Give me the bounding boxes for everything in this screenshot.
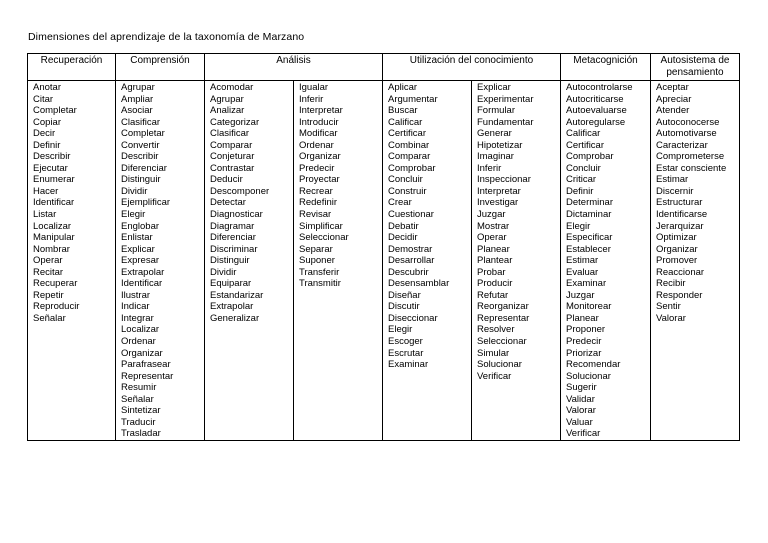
verb-item: Examinar [566, 278, 607, 290]
verb-item: Autoconocerse [656, 116, 720, 128]
column-autosistema [651, 81, 740, 441]
verb-item: Predecir [299, 162, 335, 174]
verb-item: Priorizar [566, 347, 602, 359]
verb-item: Valorar [656, 312, 686, 324]
verb-item: Dividir [121, 185, 148, 197]
verb-item: Valuar [566, 416, 593, 428]
verb-item: Proponer [566, 324, 606, 336]
verb-item: Demostrar [388, 243, 433, 255]
verb-item: Resolver [477, 324, 515, 336]
verb-item: Escrutar [388, 347, 424, 359]
verb-item: Producir [477, 278, 513, 290]
verb-item: Enlistar [121, 232, 153, 244]
verb-item: Redefinir [299, 197, 338, 209]
verb-item: Descubrir [388, 266, 429, 278]
verb-item: Distinguir [121, 174, 161, 186]
verb-item: Analizar [210, 105, 245, 117]
verb-item: Operar [33, 255, 63, 267]
verb-item: Caracterizar [656, 139, 708, 151]
verb-item: Estructurar [656, 197, 703, 209]
verb-item: Elegir [121, 209, 146, 221]
verb-item: Monitorear [566, 301, 612, 313]
verb-item: Transmitir [299, 278, 341, 290]
verb-item: Verificar [477, 370, 512, 382]
header-recuperacion: Recuperación [28, 54, 116, 81]
verb-item: Decidir [388, 232, 418, 244]
verb-item: Jerarquizar [656, 220, 704, 232]
verb-item: Combinar [388, 139, 430, 151]
verb-item: Integrar [121, 312, 154, 324]
verb-item: Recitar [33, 266, 64, 278]
verb-item: Diseñar [388, 289, 421, 301]
verb-item: Estar consciente [656, 162, 727, 174]
verb-item: Señalar [121, 393, 154, 405]
verbs-row [28, 81, 740, 441]
verb-item: Detectar [210, 197, 246, 209]
verb-item: Interpretar [477, 185, 521, 197]
column-comprension [116, 81, 205, 441]
verb-item: Anotar [33, 82, 61, 93]
header-row [28, 54, 740, 81]
verb-item: Inferir [477, 162, 502, 174]
header-utilizacion: Utilización del conocimiento [383, 54, 561, 81]
verb-item: Valorar [566, 405, 596, 417]
verb-item: Descomponer [210, 185, 270, 197]
verb-item: Debatir [388, 220, 419, 232]
verb-item: Optimizar [656, 232, 697, 244]
verb-item: Probar [477, 266, 506, 278]
verb-item: Englobar [121, 220, 160, 232]
verb-item: Solucionar [566, 370, 611, 382]
verb-item: Especificar [566, 232, 613, 244]
verb-item: Reproducir [33, 301, 80, 313]
verb-item: Equiparar [210, 278, 252, 290]
verb-item: Organizar [299, 151, 341, 163]
verb-item: Acomodar [210, 82, 254, 93]
verb-item: Representar [477, 312, 530, 324]
verb-item: Comprobar [566, 151, 614, 163]
verb-item: Generar [477, 128, 512, 140]
verb-item: Clasificar [210, 128, 250, 140]
verb-item: Estandarizar [210, 289, 264, 301]
verb-item: Responder [656, 289, 703, 301]
column-utilizacion-2 [472, 81, 561, 441]
verb-item: Ampliar [121, 93, 154, 105]
column-recuperacion [28, 81, 116, 441]
verb-item: Definir [33, 139, 61, 151]
verb-item: Introducir [299, 116, 339, 128]
verb-item: Promover [656, 255, 698, 267]
verb-item: Expresar [121, 255, 160, 267]
verb-item: Distinguir [210, 255, 250, 267]
verb-item: Citar [33, 93, 54, 105]
verb-item: Diagnosticar [210, 209, 263, 221]
verb-item: Modificar [299, 128, 338, 140]
verb-item: Cuestionar [388, 209, 434, 221]
verb-item: Experimentar [477, 93, 534, 105]
verb-item: Concluir [388, 174, 423, 186]
verb-item: Reorganizar [477, 301, 529, 313]
verb-item: Autoevaluarse [566, 105, 627, 117]
verb-item: Ordenar [299, 139, 334, 151]
verb-item: Repetir [33, 289, 64, 301]
verb-item: Recuperar [33, 278, 78, 290]
verb-item: Dictaminar [566, 209, 612, 221]
verb-item: Construir [388, 185, 427, 197]
document-title: Dimensiones del aprendizaje de la taxonomía de Marzano [28, 31, 305, 43]
verb-item: Imaginar [477, 151, 514, 163]
verb-item: Decir [33, 128, 56, 140]
verb-item: Sintetizar [121, 405, 161, 417]
verb-item: Comparar [388, 151, 431, 163]
verb-item: Enumerar [33, 174, 75, 186]
verb-item: Igualar [299, 82, 329, 93]
verb-item: Organizar [656, 243, 698, 255]
verb-item: Discriminar [210, 243, 258, 255]
verb-item: Generalizar [210, 312, 260, 324]
verb-item: Localizar [33, 220, 72, 232]
verb-item: Hipotetizar [477, 139, 523, 151]
verb-item: Discutir [388, 301, 420, 313]
verb-item: Comprometerse [656, 151, 725, 163]
verb-item: Investigar [477, 197, 519, 209]
verb-item: Resumir [121, 382, 157, 394]
verb-item: Copiar [33, 116, 61, 128]
verb-item: Explicar [121, 243, 155, 255]
verb-item: Completar [121, 128, 165, 140]
verb-item: Definir [566, 185, 594, 197]
column-metacognicion [561, 81, 651, 441]
verb-item: Identificar [33, 197, 75, 209]
column-analisis-1 [205, 81, 294, 441]
verb-item: Atender [656, 105, 690, 117]
verb-item: Deducir [210, 174, 243, 186]
verb-item: Explicar [477, 82, 511, 93]
verb-item: Contrastar [210, 162, 255, 174]
verb-item: Representar [121, 370, 174, 382]
verb-item: Suponer [299, 255, 335, 267]
verb-item: Ejecutar [33, 162, 68, 174]
verb-item: Desarrollar [388, 255, 435, 267]
verb-item: Refutar [477, 289, 509, 301]
verb-item: Listar [33, 209, 57, 221]
verb-item: Agrupar [210, 93, 244, 105]
verb-item: Establecer [566, 243, 611, 255]
verb-item: Buscar [388, 105, 418, 117]
verb-item: Calificar [388, 116, 423, 128]
verb-item: Dividir [210, 266, 237, 278]
verb-item: Interpretar [299, 105, 343, 117]
verb-item: Inferir [299, 93, 324, 105]
verb-item: Identificar [121, 278, 163, 290]
verb-item: Argumentar [388, 93, 438, 105]
taxonomy-table [27, 53, 740, 441]
verb-item: Transferir [299, 266, 340, 278]
header-autosistema: Autosistema de pensamiento [651, 54, 740, 81]
verb-item: Recibir [656, 278, 686, 290]
verb-item: Describir [121, 151, 159, 163]
verb-item: Extrapolar [121, 266, 165, 278]
verb-item: Escoger [388, 336, 423, 348]
verb-item: Nombrar [33, 243, 70, 255]
verb-item: Ordenar [121, 336, 156, 348]
verb-item: Revisar [299, 209, 332, 221]
verb-item: Reaccionar [656, 266, 705, 278]
verb-item: Organizar [121, 347, 163, 359]
verb-item: Aceptar [656, 82, 689, 93]
verb-item: Formular [477, 105, 516, 117]
verb-item: Calificar [566, 128, 601, 140]
verb-item: Convertir [121, 139, 160, 151]
verb-item: Comparar [210, 139, 253, 151]
verb-item: Recomendar [566, 359, 621, 371]
verb-item: Separar [299, 243, 333, 255]
verb-item: Automotivarse [656, 128, 717, 140]
verb-item: Localizar [121, 324, 160, 336]
verb-item: Determinar [566, 197, 613, 209]
verb-item: Estimar [566, 255, 599, 267]
verb-item: Aplicar [388, 82, 418, 93]
verb-item: Elegir [566, 220, 591, 232]
verb-item: Certificar [566, 139, 605, 151]
verb-item: Sentir [656, 301, 681, 313]
verb-item: Evaluar [566, 266, 599, 278]
verb-item: Elegir [388, 324, 413, 336]
verb-item: Categorizar [210, 116, 260, 128]
verb-item: Conjeturar [210, 151, 255, 163]
verb-item: Fundamentar [477, 116, 534, 128]
verb-item: Indicar [121, 301, 150, 313]
column-utilizacion-1 [383, 81, 472, 441]
verb-item: Solucionar [477, 359, 522, 371]
verb-item: Desensamblar [388, 278, 450, 290]
verb-item: Crear [388, 197, 412, 209]
verb-item: Planear [566, 312, 599, 324]
verb-item: Certificar [388, 128, 427, 140]
verb-item: Señalar [33, 312, 66, 324]
verb-item: Diagramar [210, 220, 255, 232]
verb-item: Mostrar [477, 220, 510, 232]
verb-item: Asociar [121, 105, 153, 117]
header-metacognicion: Metacognición [561, 54, 651, 81]
verb-item: Apreciar [656, 93, 692, 105]
verb-item: Autocriticarse [566, 93, 624, 105]
header-analisis: Análisis [205, 54, 383, 81]
verb-item: Clasificar [121, 116, 161, 128]
verb-item: Planear [477, 243, 510, 255]
verb-item: Traducir [121, 416, 156, 428]
verb-item: Hacer [33, 185, 59, 197]
verb-item: Parafrasear [121, 359, 171, 371]
verb-item: Juzgar [477, 209, 506, 221]
verb-item: Simplificar [299, 220, 343, 232]
verb-item: Simular [477, 347, 510, 359]
verb-item: Examinar [388, 359, 429, 371]
verb-item: Inspeccionar [477, 174, 531, 186]
verb-item: Sugerir [566, 382, 597, 394]
verb-item: Agrupar [121, 82, 155, 93]
verb-item: Concluir [566, 162, 601, 174]
verb-item: Operar [477, 232, 507, 244]
verb-item: Diferenciar [210, 232, 256, 244]
verb-item: Criticar [566, 174, 597, 186]
verb-item: Diseccionar [388, 312, 438, 324]
verb-item: Completar [33, 105, 77, 117]
verb-item: Autoregularse [566, 116, 626, 128]
verb-item: Plantear [477, 255, 513, 267]
verb-item: Ejemplificar [121, 197, 171, 209]
verb-item: Diferenciar [121, 162, 167, 174]
verb-item: Proyectar [299, 174, 340, 186]
verb-item: Seleccionar [299, 232, 349, 244]
verb-item: Describir [33, 151, 71, 163]
verb-item: Autocontrolarse [566, 82, 633, 93]
verb-item: Extrapolar [210, 301, 254, 313]
verb-item: Identificarse [656, 209, 708, 221]
verb-item: Comprobar [388, 162, 436, 174]
verb-item: Trasladar [121, 428, 161, 440]
verb-item: Validar [566, 393, 595, 405]
column-analisis-2 [294, 81, 383, 441]
verb-item: Recrear [299, 185, 333, 197]
verb-item: Discernir [656, 185, 694, 197]
verb-item: Manipular [33, 232, 75, 244]
verb-item: Estimar [656, 174, 689, 186]
verb-item: Verificar [566, 428, 601, 440]
header-comprension: Comprensión [116, 54, 205, 81]
verb-item: Seleccionar [477, 336, 527, 348]
verb-item: Ilustrar [121, 289, 151, 301]
verb-item: Juzgar [566, 289, 595, 301]
verb-item: Predecir [566, 336, 602, 348]
